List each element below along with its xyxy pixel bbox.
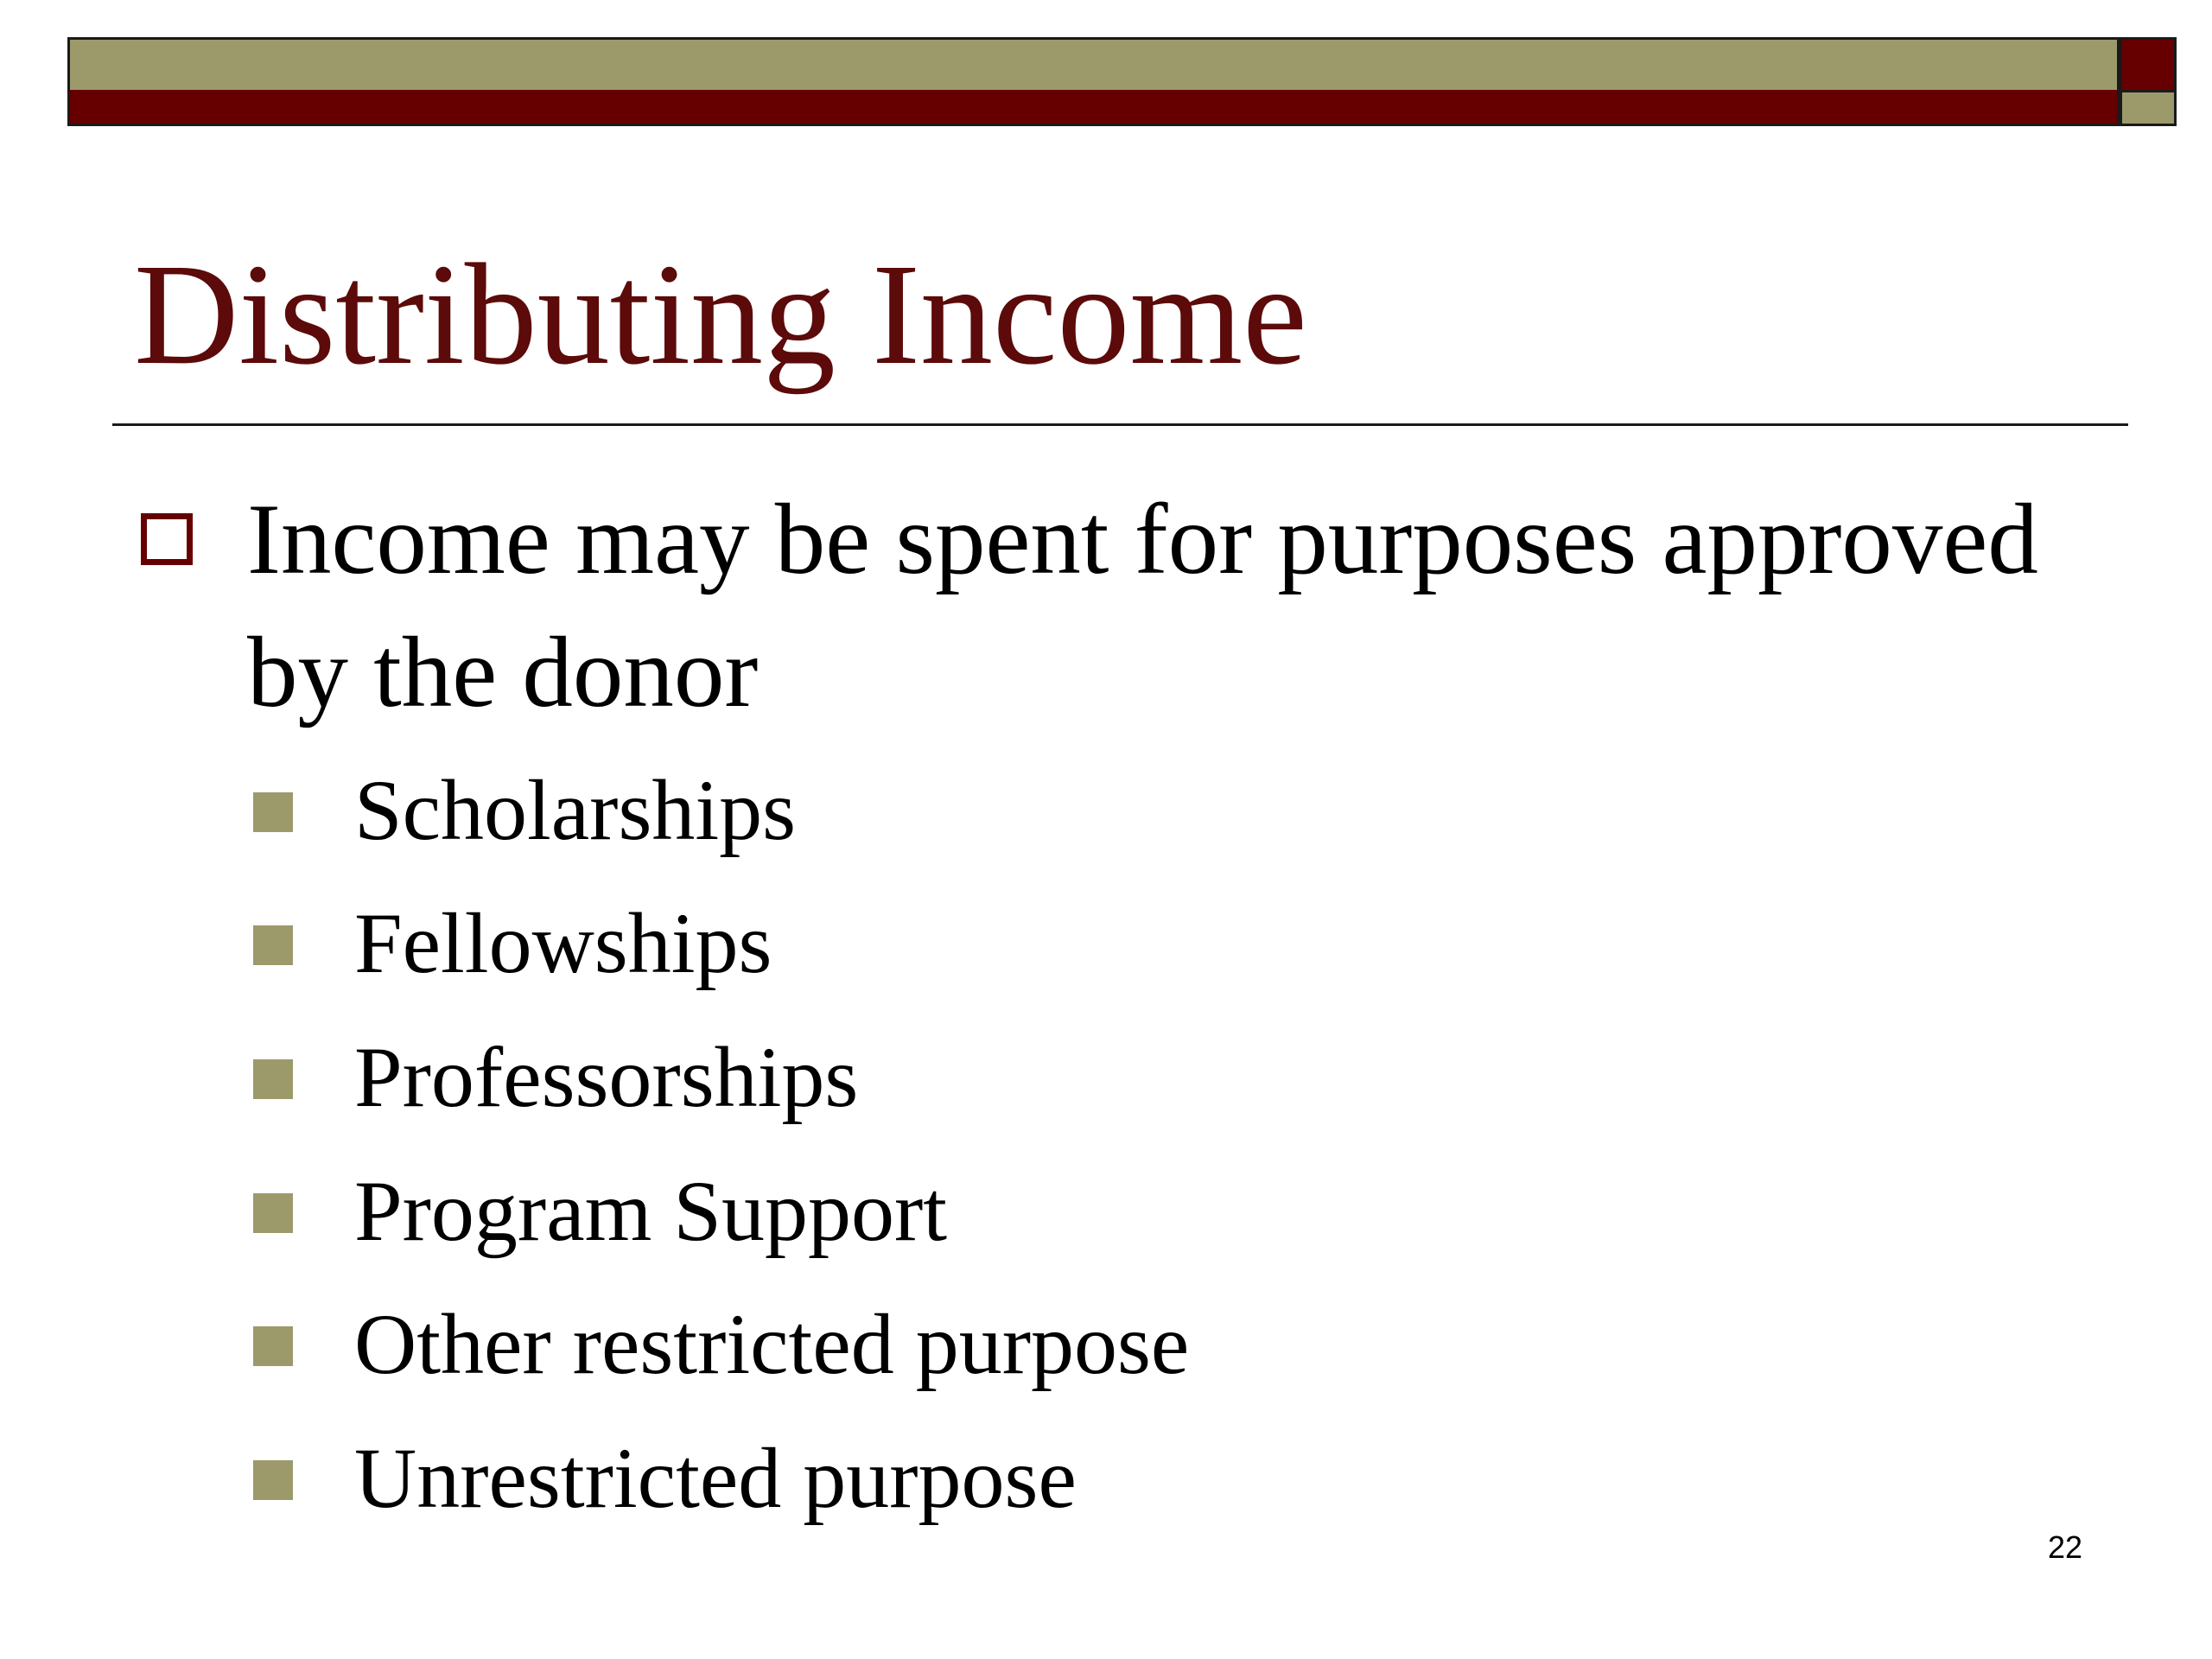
sub-bullet-text: Scholarships [354,762,797,858]
header-corner-red-block [2120,37,2177,92]
olive-square-bullet-icon [253,1326,293,1366]
header-red-bar [67,90,2120,126]
olive-square-bullet-icon [253,792,293,832]
olive-square-bullet-icon [253,1460,293,1500]
sub-bullet-text: Professorships [354,1029,859,1125]
main-bullet-text: Income may be spent for purposes approved by the donor [247,484,2038,728]
hollow-square-bullet-icon [141,513,193,565]
header-olive-bar [67,37,2120,90]
sub-bullet-text: Unrestricted purpose [354,1430,1077,1526]
olive-square-bullet-icon [253,1059,293,1099]
sub-bullet-text: Other restricted purpose [354,1296,1190,1392]
sub-bullet-text: Fellowships [354,895,772,991]
page-number: 22 [2048,1529,2083,1565]
slide-title: Distributing Income [134,234,1307,395]
olive-square-bullet-icon [253,1193,293,1233]
title-divider [112,423,2128,426]
sub-bullet-text: Program Support [354,1163,948,1259]
header-corner-olive-block [2120,92,2177,126]
olive-square-bullet-icon [253,925,293,965]
